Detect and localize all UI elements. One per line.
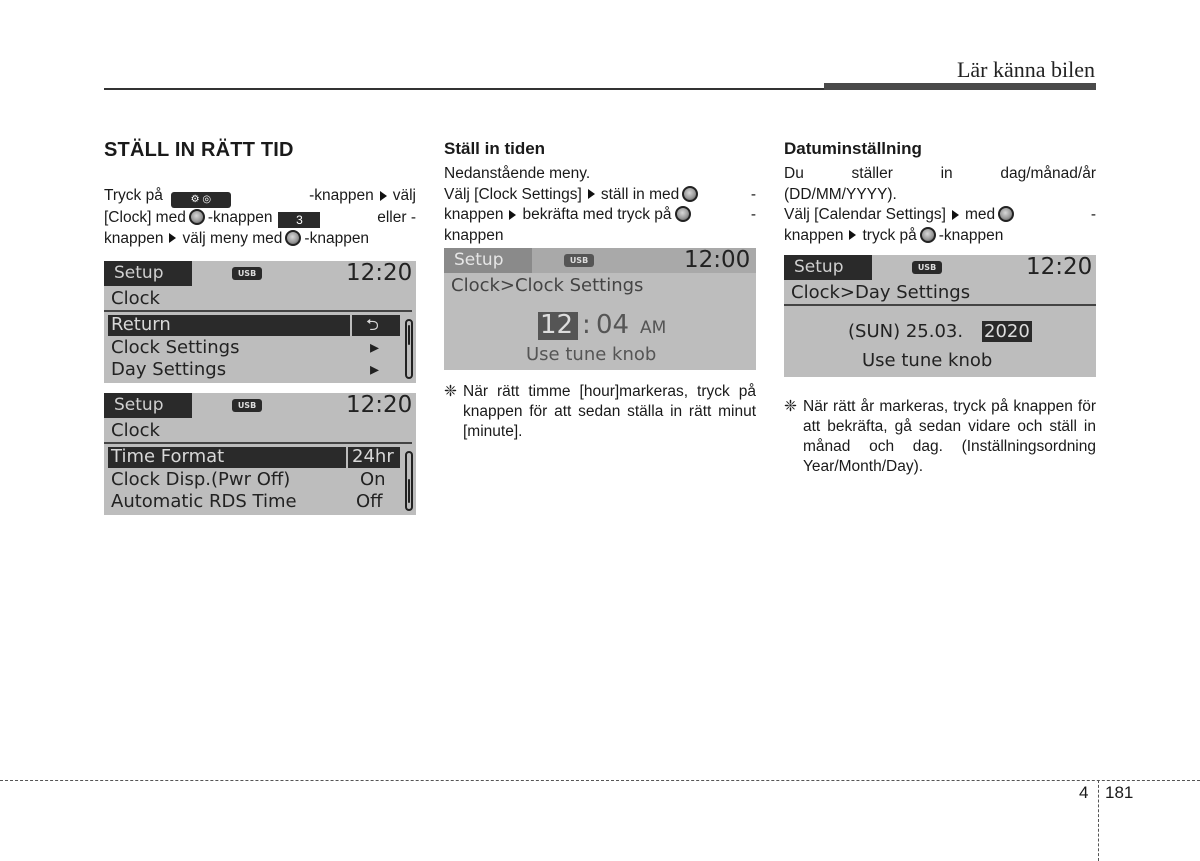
divider xyxy=(104,442,412,444)
screen-title: Clock xyxy=(111,288,160,309)
preset-button-icon: 3 xyxy=(278,212,320,228)
setup-button-icon: ⚙ ◎ xyxy=(171,192,231,208)
lcd-screen-clock-menu xyxy=(104,261,416,383)
col2-heading: Ställ in tiden xyxy=(444,139,546,158)
screen-title: Clock>Clock Settings xyxy=(451,275,644,296)
return-icon: ⮌ xyxy=(366,315,379,334)
col1-heading: STÄLL IN RÄTT TID xyxy=(104,139,294,161)
time-format-value: 24hr xyxy=(352,446,394,467)
status-bar xyxy=(784,255,1096,280)
page-number: 181 xyxy=(1105,783,1134,802)
lcd-screen-clock-format xyxy=(104,393,416,515)
menu-item-time-format: Time Format xyxy=(111,446,225,467)
knob-icon xyxy=(189,209,205,225)
hint-text: Use tune knob xyxy=(526,344,657,365)
rds-time-value: Off xyxy=(356,491,383,512)
arrow-icon xyxy=(509,210,516,220)
setup-tab: Setup xyxy=(444,248,532,273)
menu-item-day-settings: Day Settings xyxy=(111,359,227,380)
knob-icon xyxy=(675,206,691,222)
clock-time: 12:20 xyxy=(346,393,413,418)
time-separator: : xyxy=(582,310,591,340)
header-rule-accent xyxy=(824,83,1096,90)
arrow-icon xyxy=(588,189,595,199)
divider xyxy=(784,304,1096,306)
col2-note: ❈ När rätt timme [hour]markeras, tryck på knappen för att sedan ställa in rätt minut [minute]. xyxy=(444,383,756,440)
knob-icon xyxy=(920,227,936,243)
knob-icon xyxy=(682,186,698,202)
arrow-icon xyxy=(849,230,856,240)
usb-icon: USB xyxy=(912,261,942,274)
scrollbar-thumb xyxy=(408,479,410,503)
menu-item-clock-display: Clock Disp.(Pwr Off) xyxy=(111,469,291,490)
hint-text: Use tune knob xyxy=(862,350,993,371)
screen-title: Clock xyxy=(111,420,160,441)
status-bar xyxy=(104,393,416,418)
header-rule xyxy=(104,88,824,90)
chevron-right-icon: ▸ xyxy=(370,359,380,380)
year-highlight: 2020 xyxy=(984,321,1030,342)
chevron-right-icon: ▸ xyxy=(370,337,380,358)
usb-icon: USB xyxy=(564,254,594,267)
arrow-icon xyxy=(169,233,176,243)
col3-note: ❈ När rätt år markeras, tryck på knappen för att bekräfta, gå sedan vidare och ställ in månad och dag. (Inställningsordning Year/Month/Day). xyxy=(784,398,1096,475)
minute-value: 04 xyxy=(596,310,630,340)
usb-icon: USB xyxy=(232,399,262,412)
menu-item-return: Return xyxy=(111,314,171,335)
clock-time: 12:20 xyxy=(346,261,413,286)
hour-value: 12 xyxy=(540,310,574,340)
scrollbar-thumb xyxy=(408,325,410,345)
col3-instructions: Du ställer in dag/månad/år (DD/MM/YYYY). Välj [Calendar Settings] med - knappen tryck på -knappen xyxy=(784,165,1096,244)
footer-rule xyxy=(0,780,1200,781)
note-icon: ❈ xyxy=(444,383,457,400)
col1-instructions: Tryck på ⚙ ◎ -knappen välj [Clock] med -knappen 3 eller - knappen välj meny med -knappen xyxy=(104,187,416,247)
knob-icon xyxy=(285,230,301,246)
menu-item-rds-time: Automatic RDS Time xyxy=(111,491,297,512)
date-value: (SUN) 25.03. xyxy=(848,321,964,342)
ampm-value: AM xyxy=(640,318,667,338)
clock-time: 12:00 xyxy=(684,248,751,273)
arrow-icon xyxy=(380,191,387,201)
setup-tab: Setup xyxy=(784,255,872,280)
clock-time: 12:20 xyxy=(1026,255,1093,280)
knob-icon xyxy=(998,206,1014,222)
col3-heading: Datuminställning xyxy=(784,139,922,158)
clock-display-value: On xyxy=(360,469,386,490)
usb-icon: USB xyxy=(232,267,262,280)
footer-divider xyxy=(1098,780,1099,861)
divider xyxy=(104,310,412,312)
section-title: Lär känna bilen xyxy=(956,57,1095,82)
setup-tab: Setup xyxy=(104,393,192,418)
arrow-icon xyxy=(952,210,959,220)
note-icon: ❈ xyxy=(784,398,797,415)
col2-instructions: Nedanstående meny. Välj [Clock Settings] ställ in med - knappen bekräfta med tryck på - knappen xyxy=(444,165,756,244)
menu-item-clock-settings: Clock Settings xyxy=(111,337,240,358)
lcd-screen-day-settings xyxy=(784,255,1096,377)
setup-tab: Setup xyxy=(104,261,192,286)
scrollbar xyxy=(405,319,413,379)
lcd-screen-clock-settings xyxy=(444,248,756,370)
status-bar xyxy=(104,261,416,286)
status-bar xyxy=(444,248,756,273)
scrollbar xyxy=(405,451,413,511)
screen-title: Clock>Day Settings xyxy=(791,282,971,303)
chapter-number: 4 xyxy=(1079,783,1089,802)
